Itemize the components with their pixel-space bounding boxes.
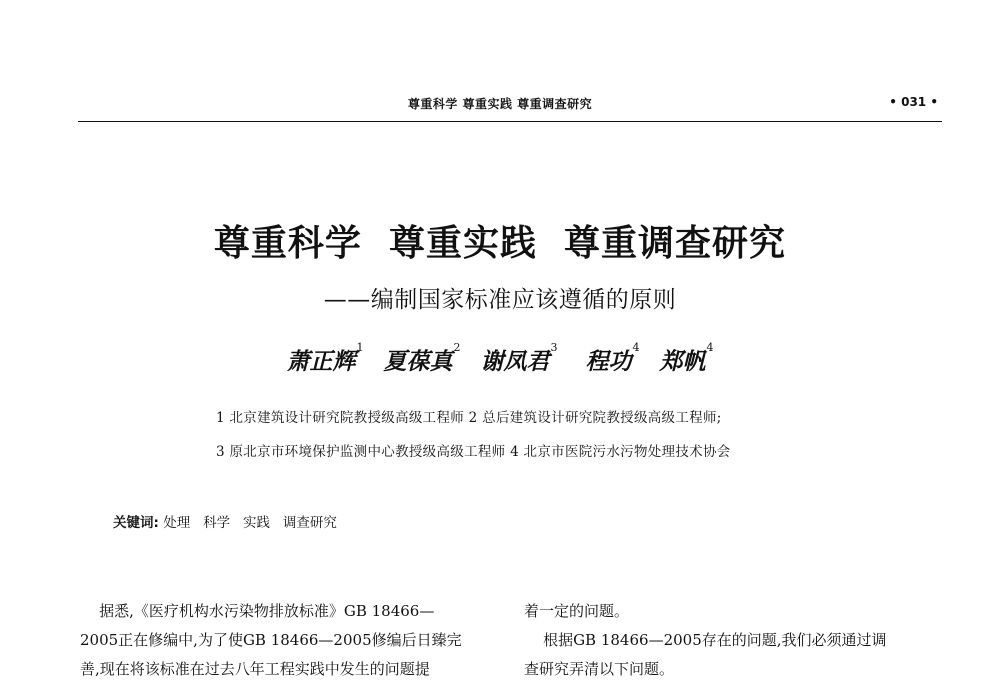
author (286, 341, 364, 375)
author-affiliation-mark: 2 (453, 341, 461, 354)
author-name: 谢凤君 (480, 348, 550, 375)
author (585, 341, 640, 375)
affiliation-line: 3 原北京市环境保护监测中心教授级高级工程师 4 北京市医院污水污物处理技术协会 (216, 444, 731, 460)
article-subtitle: ——编制国家标准应该遵循的原则 (323, 287, 677, 313)
author (659, 341, 714, 375)
header-rule (78, 121, 942, 122)
body-column-left (80, 597, 500, 684)
author-name: 萧正辉 (286, 348, 356, 375)
body-column-right (524, 597, 944, 684)
body-line: 着一定的问题。 (524, 602, 630, 620)
keywords (113, 511, 337, 531)
author-list (0, 343, 1000, 376)
running-header (0, 95, 1000, 115)
body-line: 善,现在将该标准在过去八年工程实践中发生的问题提 (80, 660, 430, 678)
keywords-label: 关键词: (113, 515, 159, 531)
body-line: 2005正在修编中,为了使GB 18466—2005修编后日臻完 (80, 631, 462, 649)
author-name: 郑帆 (659, 348, 706, 375)
author-affiliation-mark: 3 (550, 341, 558, 354)
body-line: 据悉,《医疗机构水污染物排放标准》GB 18466— (80, 602, 435, 620)
body-line: 根据GB 18466—2005存在的问题,我们必须通过调 (524, 631, 887, 649)
author-name: 夏葆真 (383, 348, 453, 375)
running-title: 尊重科学 尊重实践 尊重调查研究 (407, 97, 593, 111)
affiliation-line: 1 北京建筑设计研究院教授级高级工程师 2 总后建筑设计研究院教授级高级工程师; (216, 410, 722, 426)
author-name: 程功 (585, 348, 632, 375)
author-affiliation-mark: 4 (706, 341, 714, 354)
keywords-text: 处理 科学 实践 调查研究 (158, 515, 337, 531)
author (480, 341, 558, 375)
body-line: 查研究弄清以下问题。 (524, 660, 675, 678)
author (383, 341, 461, 375)
author-affiliation-mark: 4 (632, 341, 640, 354)
article-title: 尊重科学 尊重实践 尊重调查研究 (213, 223, 787, 264)
author-affiliation-mark: 1 (356, 341, 364, 354)
page-number: • 031 • (889, 95, 938, 109)
